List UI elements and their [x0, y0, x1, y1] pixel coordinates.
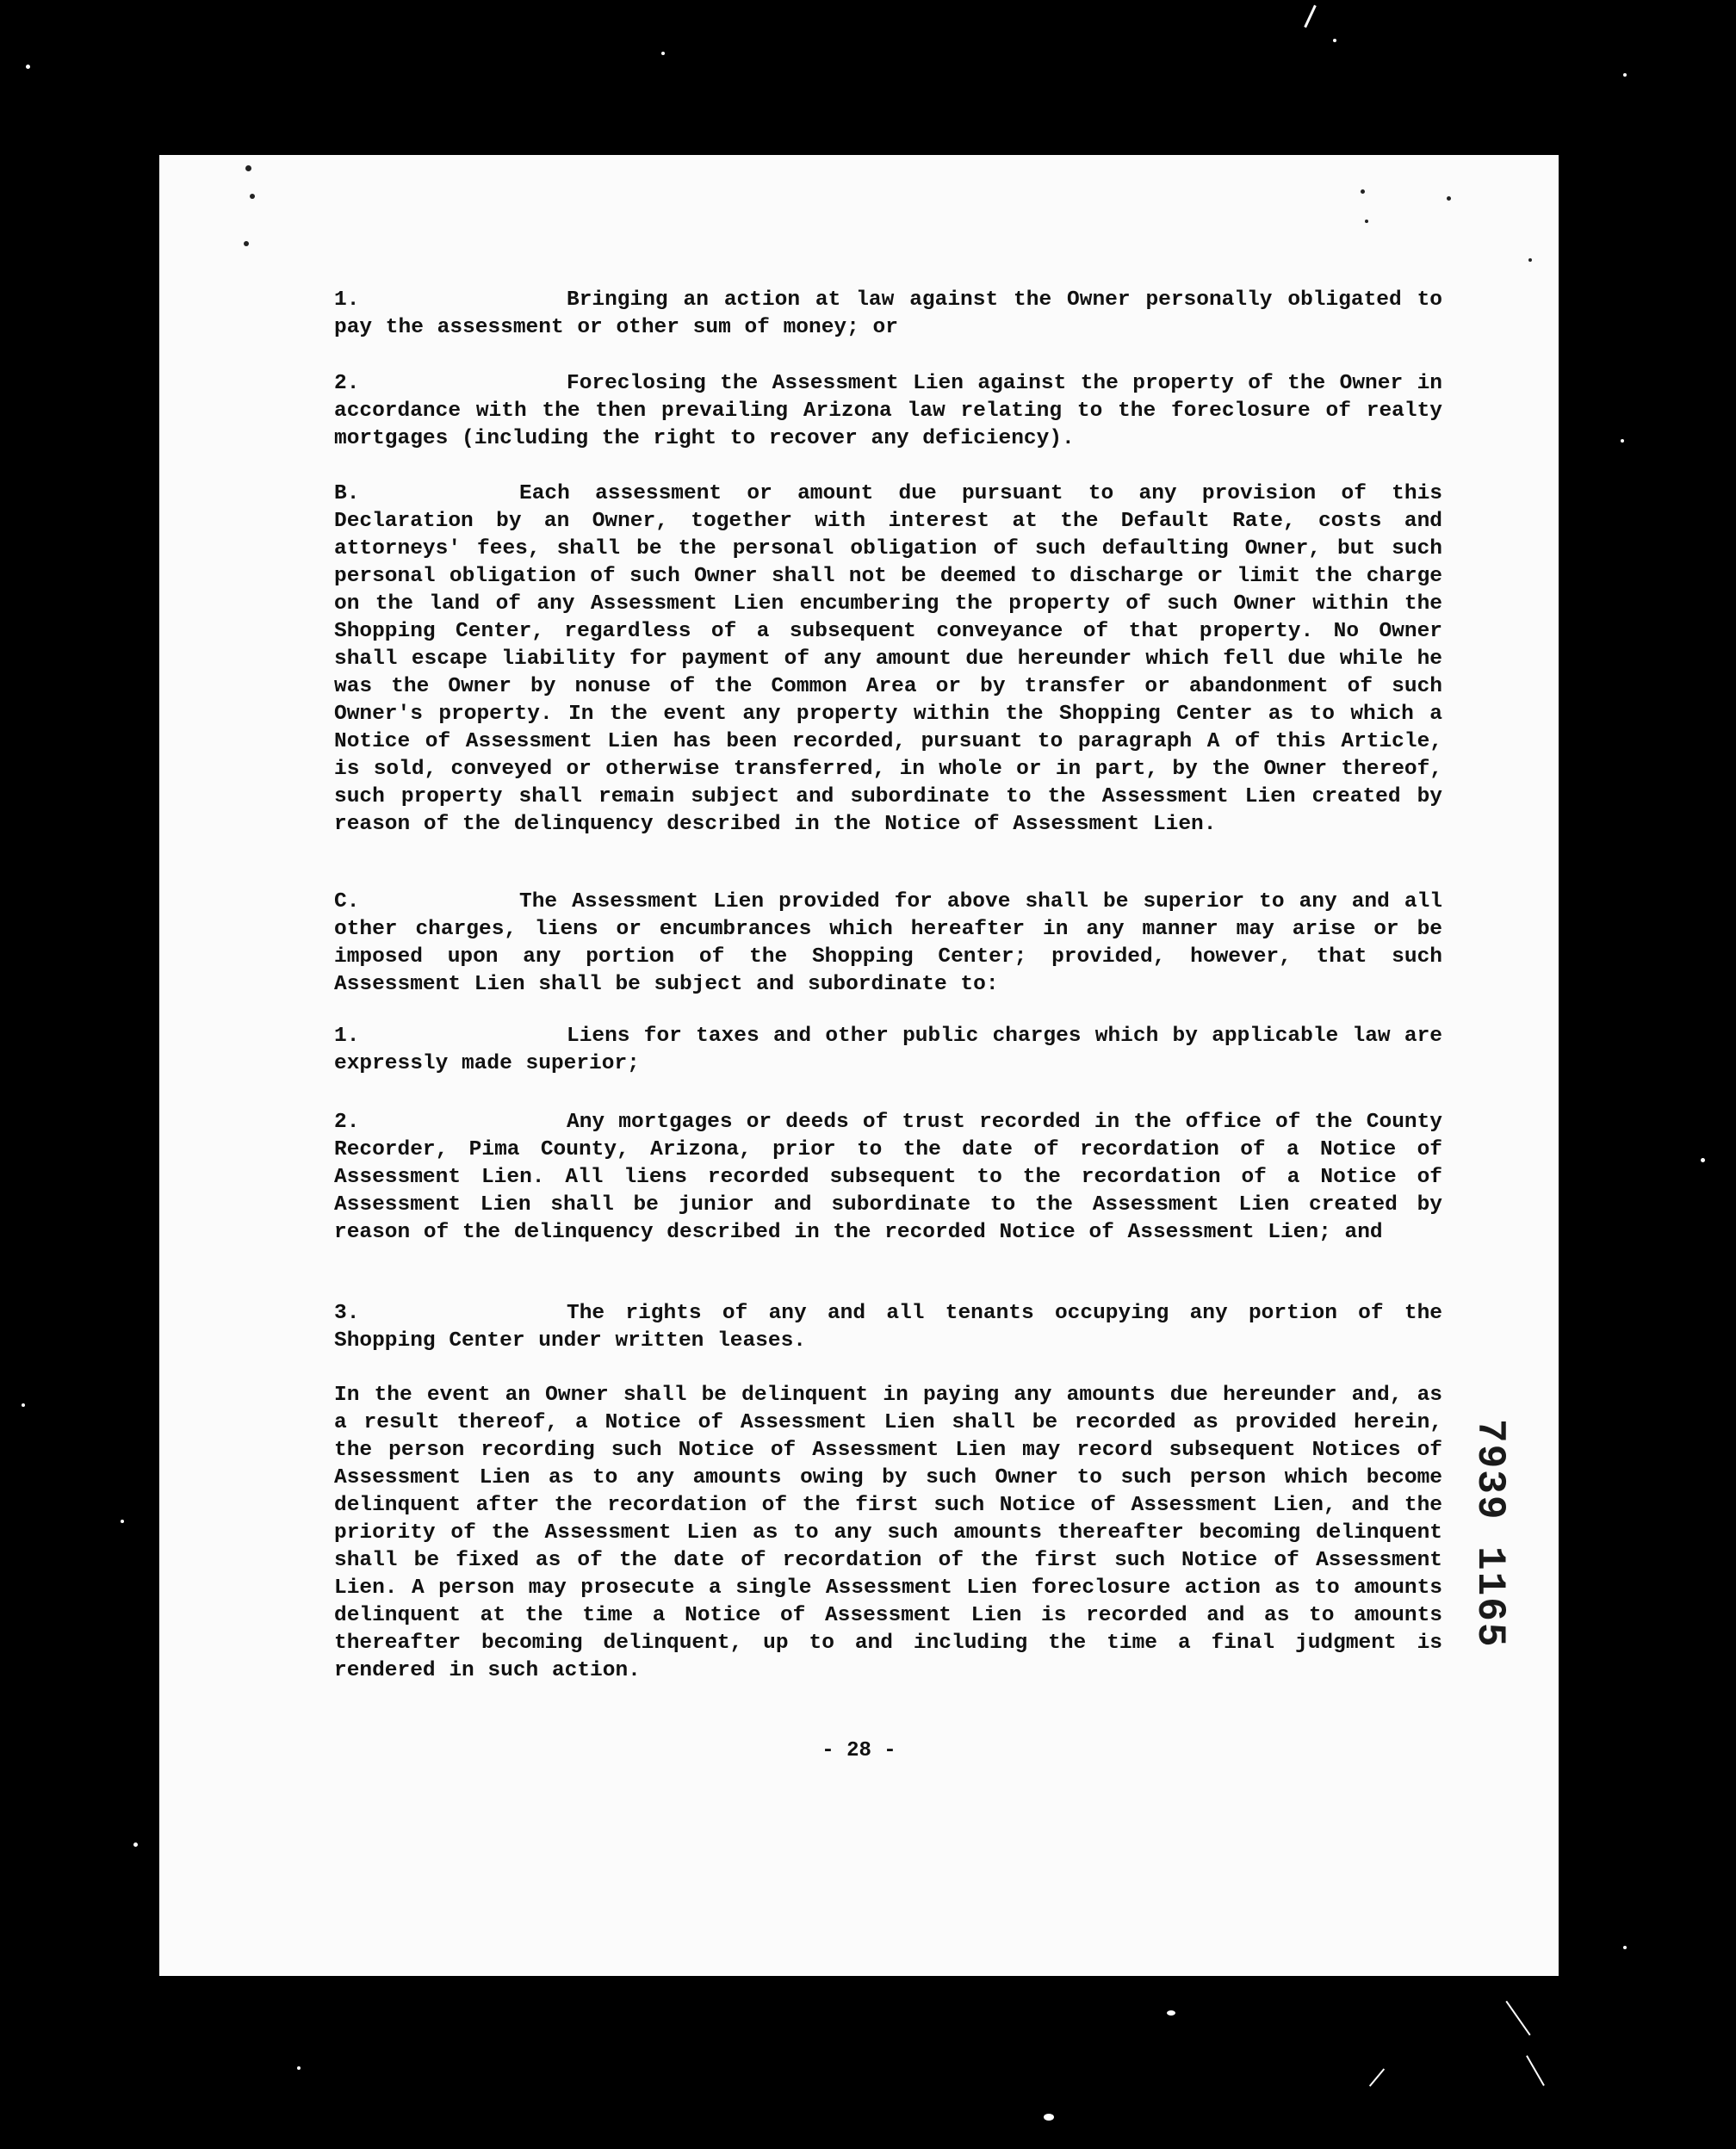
scan-scratch — [1505, 2001, 1530, 2035]
paragraph-c1-text: Liens for taxes and other public charges which by applicable law are expressly made superior; — [334, 1025, 1442, 1075]
paragraph-c1 — [334, 1023, 1442, 1078]
paragraph-c3 — [334, 1300, 1442, 1355]
paragraph-d1-text: Bringing an action at law against the Owner personally obligated to pay the assessment or other sum of money; or — [334, 288, 1442, 339]
paper-speck — [244, 241, 249, 246]
recording-stamp-text: 7939 1165 — [1467, 1419, 1512, 1649]
paper-speck — [1365, 220, 1368, 223]
scan-speck — [1333, 39, 1336, 42]
scan-scratch — [1304, 5, 1317, 28]
scan-speck — [661, 52, 665, 55]
paragraph-c-text: The Assessment Lien provided for above shall be superior to any and all other charges, liens or encumbrances which hereafter in any manner may arise or be imposed upon any portion of the Shopping Center; provided, however, that such Assessment Lien shall be subject and subordinate to: — [334, 890, 1442, 996]
scan-speck — [133, 1842, 138, 1847]
paragraph-c-letter: C. — [334, 890, 360, 913]
scan-speck — [1044, 2114, 1054, 2121]
scan-speck — [1623, 1946, 1627, 1949]
paper-speck — [245, 165, 251, 171]
scan-speck — [1623, 73, 1627, 77]
paragraph-d2-number: 2. — [334, 372, 360, 395]
scan-speck — [1167, 2010, 1175, 2016]
page-number: - 28 - — [822, 1739, 896, 1762]
paragraph-c2-number: 2. — [334, 1111, 360, 1134]
document-page — [159, 155, 1559, 1976]
scan-speck — [121, 1520, 124, 1523]
paragraph-final — [334, 1382, 1442, 1685]
paper-speck — [1447, 196, 1451, 201]
scan-speck — [26, 65, 30, 69]
scan-speck — [1701, 1158, 1705, 1162]
paragraph-c2 — [334, 1109, 1442, 1247]
paragraph-b-letter: B. — [334, 482, 360, 505]
paragraph-c3-text: The rights of any and all tenants occupying any portion of the Shopping Center under written leases. — [334, 1302, 1442, 1353]
paragraph-c — [334, 889, 1442, 999]
paper-speck — [250, 194, 255, 199]
scan-speck — [22, 1403, 25, 1407]
scan-speck — [1621, 439, 1624, 443]
paragraph-c3-number: 3. — [334, 1302, 360, 1325]
paper-speck — [1528, 258, 1532, 262]
paragraph-c1-number: 1. — [334, 1025, 360, 1048]
paragraph-b-text: Each assessment or amount due pursuant to any provision of this Declaration by an Owner, together with interest at the Default Rate, costs and attorneys' fees, shall be the personal obligation of such defaulting Owner, but such personal obligation of such Owner shall not be deemed to discharge or limit the charge on the land of any Assessment Lien encumbering the property of such Owner within the Shopping Center, regardless of a subsequent conveyance of that property. No Owner shall escape liability for payment of any amount due hereunder which fell due while he was the Owner by nonuse of the Common Area or by transfer or abandonment of such Owner's property. In the event any property within the Shopping Center as to which a Notice of Assessment Lien has been recorded, pursuant to paragraph A of this Article, is sold, conveyed or otherwise transferred, in whole or in part, by the Owner thereof, such property shall remain subject and subordinate to the Assessment Lien created by reason of the delinquency described in the Notice of Assessment Lien. — [334, 482, 1442, 836]
scan-scratch — [1526, 2055, 1545, 2086]
paragraph-final-text: In the event an Owner shall be delinquent in paying any amounts due hereunder and, as a result thereof, a Notice of Assessment Lien shall be recorded as provided herein, the person recording such Notice of Assessment Lien may record subsequent Notices of Assessment Lien as to any amounts owing by such Owner to such person which become delinquent after the recordation of the first such Notice of Assessment Lien, and the priority of the Assessment Lien as to any such amounts thereafter becoming delinquent shall be fixed as of the date of recordation of the first such Notice of Assessment Lien. A person may prosecute a single Assessment Lien foreclosure action as to amounts delinquent at the time a Notice of Assessment Lien is recorded and as to amounts thereafter becoming delinquent, up to and including the time a final judgment is rendered in such action. — [334, 1384, 1442, 1682]
scan-speck — [297, 2066, 301, 2070]
paragraph-d1-number: 1. — [334, 288, 360, 312]
paragraph-b — [334, 480, 1442, 839]
paragraph-d2 — [334, 370, 1442, 453]
paper-speck — [1361, 189, 1365, 194]
scan-scratch — [1369, 2068, 1385, 2086]
paragraph-d1 — [334, 287, 1442, 342]
paragraph-d2-text: Foreclosing the Assessment Lien against the property of the Owner in accordance with the then prevailing Arizona law relating to the foreclosure of realty mortgages (including the right to recover any deficiency). — [334, 372, 1442, 450]
paragraph-c2-text: Any mortgages or deeds of trust recorded in the office of the County Recorder, Pima County, Arizona, prior to the date of recordation of a Notice of Assessment Lien. All liens recorded subsequent to the recordation of a Notice of Assessment Lien shall be junior and subordinate to the Assessment Lien created by reason of the delinquency described in the recorded Notice of Assessment Lien; and — [334, 1111, 1442, 1244]
recording-stamp — [1460, 1419, 1520, 1729]
